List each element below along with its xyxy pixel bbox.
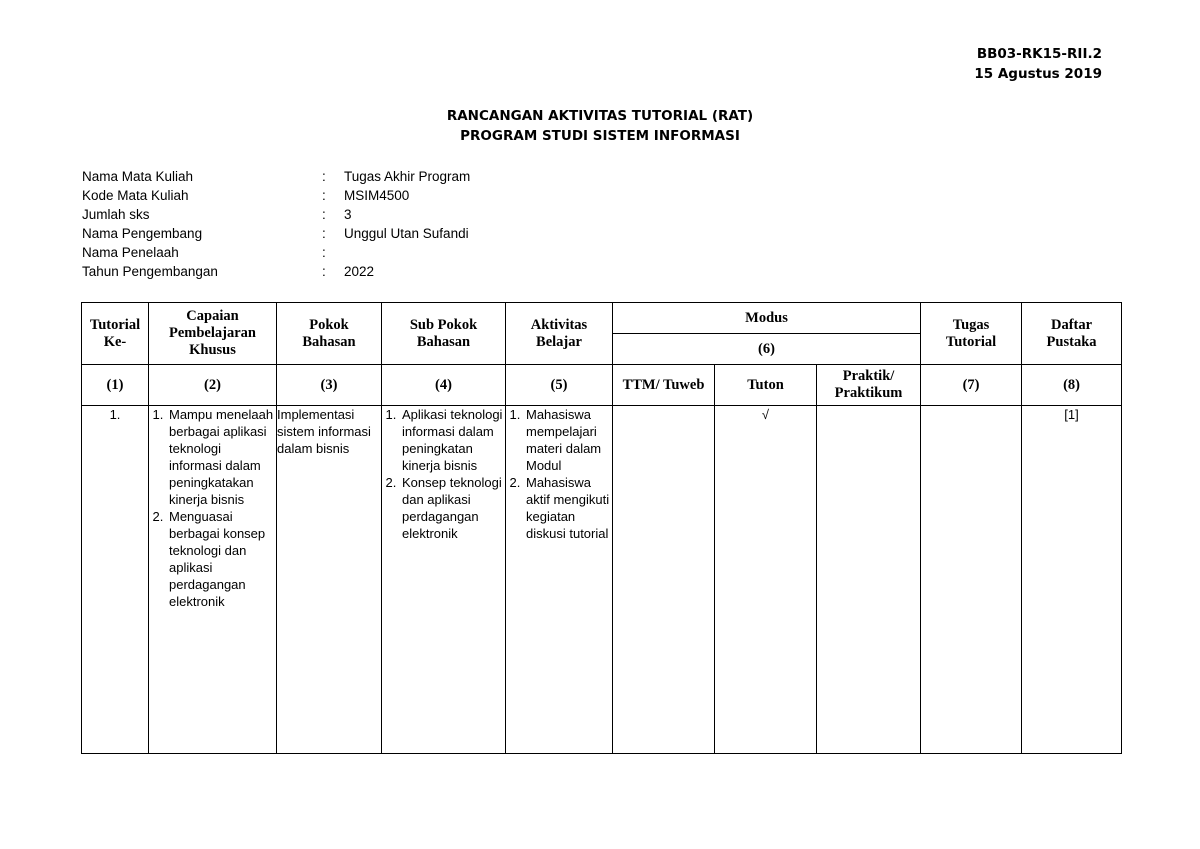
info-value: Tugas Akhir Program: [344, 169, 471, 184]
header-line: Pustaka: [1046, 333, 1097, 350]
cell-daftar-pustaka: [1]: [1022, 406, 1122, 754]
header-line: Bahasan: [416, 333, 471, 350]
list-item: 2. Konsep teknologi dan aplikasi perdagangan elektronik: [400, 474, 505, 542]
rat-table: [81, 302, 1122, 754]
document-title: [0, 106, 1200, 146]
header-aktivitas-belajar: [506, 303, 613, 365]
header-line: Praktikum: [834, 385, 903, 401]
document-date: 15 Agustus 2019: [974, 66, 1102, 82]
cell-tutorial: 1.: [82, 406, 149, 754]
header-line: Ke-: [103, 333, 127, 350]
info-value: Unggul Utan Sufandi: [344, 226, 469, 241]
header-modus: Modus: [613, 303, 921, 334]
list-item: 1. Aplikasi teknologi informasi dalam peningkatan kinerja bisnis: [400, 406, 505, 474]
table-row: [82, 406, 1122, 754]
header-line: Khusus: [189, 342, 236, 358]
info-colon: :: [322, 264, 326, 279]
header-line: Capaian: [186, 308, 239, 324]
title-line-2: PROGRAM STUDI SISTEM INFORMASI: [460, 128, 740, 144]
header-line: Tutorial: [945, 333, 997, 350]
cell-capaian: [149, 406, 277, 754]
header-line: Aktivitas: [530, 316, 588, 333]
info-row-credits: [82, 205, 470, 224]
column-number: (3): [277, 365, 382, 406]
cell-pokok-bahasan: Implementasi sistem informasi dalam bisnis: [277, 406, 382, 754]
header-line: Sub Pokok: [409, 316, 478, 333]
header-line: Belajar: [536, 333, 582, 350]
info-colon: :: [322, 207, 326, 222]
info-label: Nama Pengembang: [82, 226, 203, 241]
info-row-course-name: [82, 167, 470, 186]
header-tuton: Tuton: [715, 365, 817, 406]
header-praktik: [817, 365, 921, 406]
cell-ttm-tuweb: [613, 406, 715, 754]
info-label: Nama Penelaah: [82, 245, 179, 260]
info-label: Tahun Pengembangan: [82, 264, 218, 279]
header-line: Pokok: [309, 316, 349, 333]
cell-tugas-tutorial: [921, 406, 1022, 754]
column-number: (5): [506, 365, 613, 406]
document-reference: [974, 44, 1102, 84]
cell-sub-pokok-bahasan: [382, 406, 506, 754]
info-value: 3: [344, 207, 352, 222]
list-item: 1. Mahasiswa mempelajari materi dalam Modul: [524, 406, 612, 474]
list-item: 2. Mahasiswa aktif mengikuti kegiatan diskusi tutorial: [524, 474, 612, 542]
column-number: (2): [149, 365, 277, 406]
header-line: Praktik/: [842, 368, 895, 384]
header-modus-number: (6): [613, 334, 921, 365]
info-label: Kode Mata Kuliah: [82, 188, 189, 203]
info-colon: :: [322, 188, 326, 203]
info-row-year: [82, 262, 470, 281]
info-value: 2022: [344, 264, 375, 279]
cell-tuton: √: [715, 406, 817, 754]
course-info: [82, 167, 470, 281]
info-colon: :: [322, 226, 326, 241]
info-row-developer: [82, 224, 470, 243]
column-number: (1): [82, 365, 149, 406]
info-value: MSIM4500: [344, 188, 410, 203]
header-line: Tugas: [952, 316, 990, 333]
header-sub-pokok-bahasan: [382, 303, 506, 365]
info-colon: :: [322, 169, 326, 184]
document-code: BB03-RK15-RII.2: [976, 46, 1102, 62]
header-capaian: [149, 303, 277, 365]
header-daftar-pustaka: [1022, 303, 1122, 365]
list-item: 1. Mampu menelaah berbagai aplikasi teknologi informasi dalam peningkatakan kinerja bisnis: [167, 406, 276, 508]
header-line: Tutorial: [89, 316, 141, 333]
info-label: Jumlah sks: [82, 207, 150, 222]
title-line-1: RANCANGAN AKTIVITAS TUTORIAL (RAT): [446, 108, 754, 124]
info-colon: :: [322, 245, 326, 260]
header-tutorial: [82, 303, 149, 365]
header-line: Daftar: [1050, 316, 1093, 333]
header-line: Bahasan: [302, 333, 356, 350]
list-item: 2. Menguasai berbagai konsep teknologi dan aplikasi perdagangan elektronik: [167, 508, 276, 610]
column-number: (8): [1022, 365, 1122, 406]
cell-praktik: [817, 406, 921, 754]
header-tugas-tutorial: [921, 303, 1022, 365]
header-ttm-tuweb: TTM/ Tuweb: [613, 365, 715, 406]
column-number: (4): [382, 365, 506, 406]
header-pokok-bahasan: [277, 303, 382, 365]
info-row-reviewer: [82, 243, 470, 262]
info-label: Nama Mata Kuliah: [82, 169, 194, 184]
cell-aktivitas-belajar: [506, 406, 613, 754]
info-row-course-code: [82, 186, 470, 205]
column-number: (7): [921, 365, 1022, 406]
header-line: Pembelajaran: [169, 325, 256, 341]
